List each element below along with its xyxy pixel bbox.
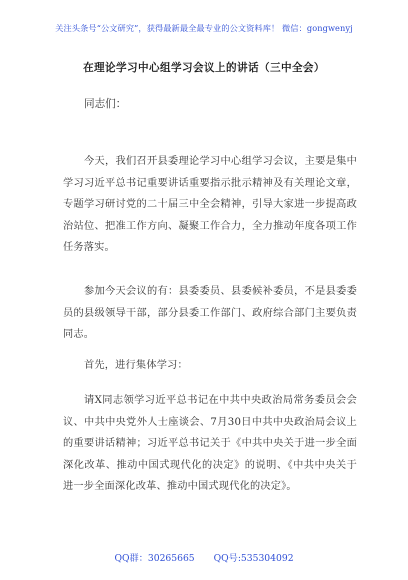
paragraph-study-content: 请X同志领学习近平总书记在中共中央政治局常务委员会会议、中共中央党外人士座谈会、7月30日中共中央政治局会议上的重要讲话精神；习近平总书记关于《中共中央关于进一步全面深化改革、推动中国式现代化的决定》的说明、《中共中央关于进一步全面深化改革、推动中国式现代化的决定》。: [63, 395, 357, 492]
salutation: 同志们：: [84, 98, 127, 110]
footer-contact: [0, 550, 408, 564]
header-banner: 关注头条号“公文研究”，获得最新最全最专业的公文资料库！ 微信：gongwenyj: [55, 23, 353, 33]
paragraph-intro: 今天，我们召开县委理论学习中心组学习会议，主要是集中学习习近平总书记重要讲话重要指示批示精神及有关理论文章，专题学习研讨党的二十届三中全会精神，引导大家进一步提高政治站位、把准工作方向、凝聚工作合力，全力推动年度各项工作任务落实。: [63, 156, 357, 253]
paragraph-attendees: 参加今天会议的有：县委委员、县委候补委员，不是县委委员的县级领导干部，部分县委工作部门、政府综合部门主要负责同志。: [63, 286, 357, 340]
paragraph-first-item: 首先，进行集体学习：: [84, 360, 188, 371]
document-title: 在理论学习中心组学习会议上的讲话（三中全会）: [83, 62, 325, 74]
qq-group-label: QQ群：30265665: [114, 553, 195, 564]
qq-number-label: QQ号:535304092: [213, 553, 294, 564]
